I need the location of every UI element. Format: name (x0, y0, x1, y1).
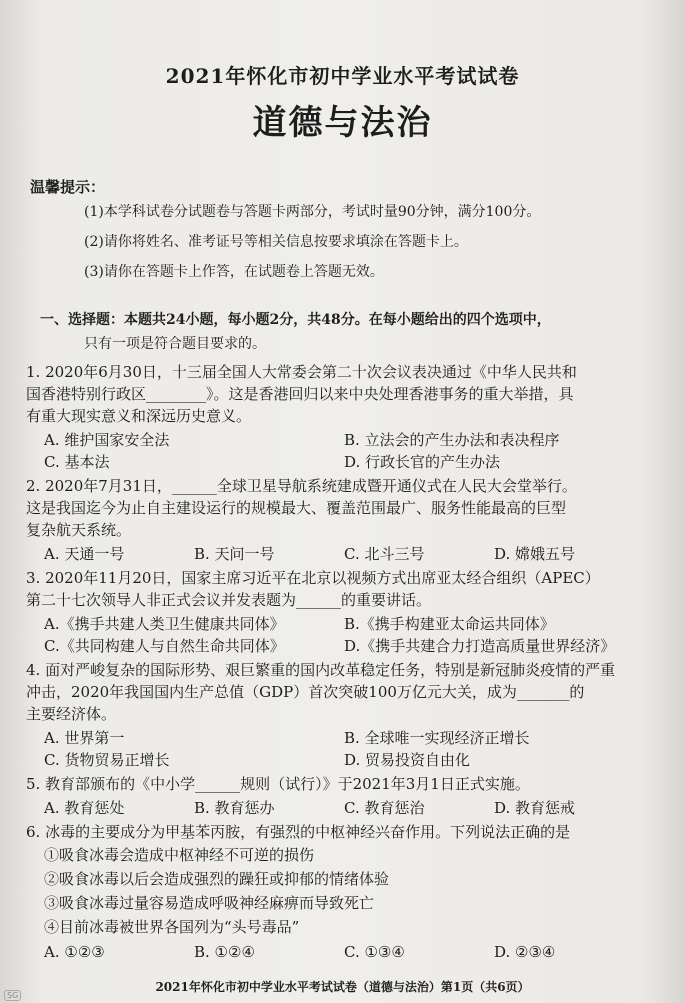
tip-item: (2)请你将姓名、准考证号等相关信息按要求填涂在答题卡上。 (84, 234, 468, 250)
option-a: A. 天通一号 (44, 545, 125, 563)
question-text: 第二十七次领导人非正式会议并发表题为______的重要讲话。 (26, 591, 432, 609)
option-b: B. 教育惩办 (194, 799, 275, 817)
question-text: 国香港特别行政区________》。这是香港回归以来中央处理香港事务的重大举措，具 (26, 385, 574, 403)
statement: ①吸食冰毒会造成中枢神经不可逆的损伤 (44, 846, 315, 864)
option-c: C. 北斗三号 (344, 545, 425, 563)
option-b: B.《携手构建亚太命运共同体》 (344, 615, 555, 633)
options (44, 727, 659, 771)
question-5 (26, 773, 659, 819)
options (44, 613, 659, 657)
question-3 (26, 567, 659, 657)
option-b: B. 全球唯一实现经济正增长 (344, 729, 530, 747)
statement: ②吸食冰毒以后会造成强烈的躁狂或抑郁的情绪体验 (44, 870, 390, 888)
option-c: C. 基本法 (44, 453, 110, 471)
options (44, 941, 659, 963)
question-text: 主要经济体。 (26, 705, 117, 723)
tips-heading: 温馨提示： (30, 178, 106, 196)
question-text: 这是我国迄今为止自主建设运行的规模最大、覆盖范围最广、服务性能最高的巨型 (26, 499, 567, 517)
options (44, 543, 659, 565)
option-d: D. 贸易投资自由化 (344, 751, 471, 769)
question-text: 有重大现实意义和深远历史意义。 (26, 407, 252, 425)
option-d: D. 行政长官的产生办法 (344, 453, 501, 471)
question-text: 4. 面对严峻复杂的国际形势、艰巨繁重的国内改革稳定任务，特别是新冠肺炎疫情的严重 (26, 661, 616, 679)
option-b: B. 立法会的产生办法和表决程序 (344, 431, 560, 449)
section-heading-cont: 只有一项是符合题目要求的。 (84, 336, 266, 352)
corner-mark: SG (4, 990, 21, 1001)
option-c: C. ①③④ (344, 943, 405, 961)
options (44, 429, 659, 473)
page-footer: 2021年怀化市初中学业水平考试试卷（道德与法治）第1页（共6页） (155, 980, 530, 994)
question-text: 复杂航天系统。 (26, 521, 132, 539)
question-text: 2. 2020年7月31日，______全球卫星导航系统建成暨开通仪式在人民大会堂举行。 (26, 477, 577, 495)
options (44, 797, 659, 819)
exam-title: 道德与法治 (252, 103, 433, 143)
option-c: C. 货物贸易正增长 (44, 751, 170, 769)
option-a: A. 教育惩处 (44, 799, 125, 817)
option-d: D.《携手共建合力打造高质量世界经济》 (344, 637, 616, 655)
question-text: 3. 2020年11月20日，国家主席习近平在北京以视频方式出席亚太经合组织（APEC） (26, 569, 600, 587)
option-d: D. 教育惩戒 (494, 799, 576, 817)
question-1 (26, 361, 659, 473)
question-text: 6. 冰毒的主要成分为甲基苯丙胺，有强烈的中枢神经兴奋作用。下列说法正确的是 (26, 823, 571, 841)
option-d: D. 嫦娥五号 (494, 545, 576, 563)
statement: ③吸食冰毒过量容易造成呼吸神经麻痹而导致死亡 (44, 894, 375, 912)
option-c: C. 教育惩治 (344, 799, 425, 817)
option-a: A.《携手共建人类卫生健康共同体》 (44, 615, 285, 633)
question-text: 5. 教育部颁布的《中小学______规则（试行）》于2021年3月1日正式实施。 (26, 775, 530, 793)
option-b: B. ①②④ (194, 943, 255, 961)
question-text: 1. 2020年6月30日，十三届全国人大常委会第二十次会议表决通过《中华人民共和 (26, 363, 577, 381)
exam-subtitle: 2021年怀化市初中学业水平考试试卷 (165, 64, 520, 88)
option-b: B. 天问一号 (194, 545, 275, 563)
question-4 (26, 659, 659, 771)
option-c: C.《共同构建人与自然生命共同体》 (44, 637, 285, 655)
section-heading: 一、选择题：本题共24小题，每小题2分，共48分。在每小题给出的四个选项中， (40, 312, 551, 328)
question-2 (26, 475, 659, 565)
option-a: A. 世界第一 (44, 729, 125, 747)
tip-item: (1)本学科试卷分试题卷与答题卡两部分，考试时量90分钟，满分100分。 (84, 204, 541, 220)
option-a: A. ①②③ (44, 943, 105, 961)
option-d: D. ②③④ (494, 943, 556, 961)
tip-item: (3)请你在答题卡上作答，在试题卷上答题无效。 (84, 264, 384, 280)
option-a: A. 维护国家安全法 (44, 431, 170, 449)
statement: ④目前冰毒被世界各国列为“头号毒品” (44, 918, 300, 936)
question-text: 冲击，2020年我国国内生产总值（GDP）首次突破100万亿元大关，成为_______的 (26, 683, 585, 701)
question-6 (26, 821, 659, 963)
